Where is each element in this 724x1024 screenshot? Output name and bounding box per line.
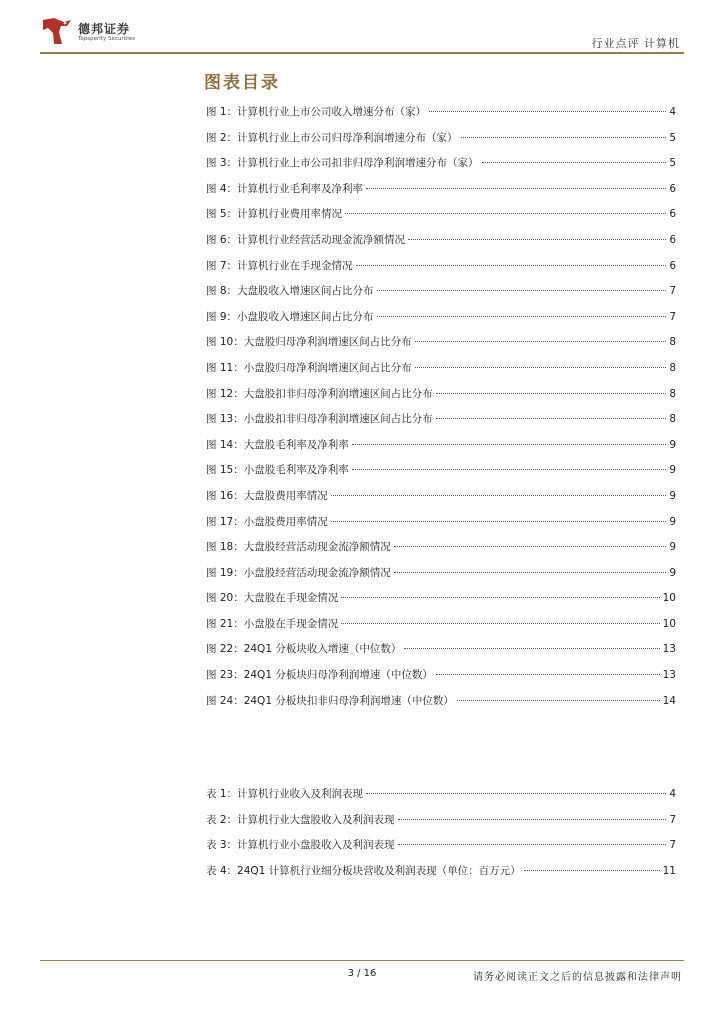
toc-figure-entry[interactable] (206, 641, 676, 667)
toc-figure-entry[interactable] (206, 437, 676, 463)
toc-figure-entry[interactable] (206, 514, 676, 540)
toc-table-entry-label: 表 2：计算机行业大盘股收入及利润表现 (206, 813, 395, 826)
toc-table-entry[interactable] (206, 786, 676, 812)
toc-table-entry[interactable] (206, 812, 676, 838)
toc-figure-entry-label: 图 2：计算机行业上市公司归母净利润增速分布（家） (206, 131, 458, 144)
table-list (206, 786, 676, 888)
toc-figure-entry-label: 图 14：大盘股毛利率及净利率 (206, 438, 349, 451)
toc-table-entry-page: 4 (669, 788, 676, 800)
dot-leader (482, 162, 667, 163)
dot-leader (429, 111, 666, 112)
toc-figure-entry[interactable] (206, 693, 676, 719)
toc-figure-entry[interactable] (206, 206, 676, 232)
toc-figure-entry-label: 图 21：小盘股在手现金情况 (206, 617, 339, 630)
toc-figure-entry[interactable] (206, 462, 676, 488)
dot-leader (377, 316, 667, 317)
toc-figure-entry-label: 图 17：小盘股费用率情况 (206, 515, 328, 528)
dot-leader (394, 546, 667, 547)
toc-figure-entry-page: 6 (669, 208, 676, 221)
toc-figure-entry-label: 图 22：24Q1 分板块收入增速（中位数） (206, 643, 402, 656)
dot-leader (331, 521, 667, 522)
toc-figure-entry[interactable] (206, 181, 676, 207)
toc-figure-entry[interactable] (206, 155, 676, 181)
toc-figure-entry[interactable] (206, 616, 676, 642)
dot-leader (352, 444, 667, 445)
header-divider (40, 52, 684, 54)
toc-figure-entry[interactable] (206, 130, 676, 156)
toc-figure-entry-label: 图 3：计算机行业上市公司扣非归母净利润增速分布（家） (206, 157, 479, 170)
logo-english-name: Topsperity Securities (78, 36, 136, 42)
dot-leader (345, 213, 666, 214)
toc-figure-entry-page: 9 (669, 464, 676, 477)
toc-figure-entry-label: 图 4：计算机行业毛利率及净利率 (206, 182, 364, 195)
toc-figure-entry-label: 图 6：计算机行业经营活动现金流净额情况 (206, 233, 406, 246)
dot-leader (394, 572, 667, 573)
toc-figure-entry[interactable] (206, 565, 676, 591)
dot-leader (352, 469, 667, 470)
dot-leader (404, 648, 659, 649)
toc-figure-entry-page: 7 (669, 310, 676, 323)
toc-title: 图表目录 (204, 73, 280, 93)
toc-figure-entry-label: 图 13：小盘股扣非归母净利润增速区间占比分布 (206, 413, 433, 426)
disclaimer-note: 请务必阅读正文之后的信息披露和法律声明 (473, 972, 682, 983)
toc-figure-entry[interactable] (206, 232, 676, 258)
toc-figure-entry-label: 图 20：大盘股在手现金情况 (206, 592, 339, 605)
toc-figure-entry-label: 图 1：计算机行业上市公司收入增速分布（家） (206, 106, 427, 118)
toc-figure-entry[interactable] (206, 360, 676, 386)
toc-figure-entry-page: 13 (662, 643, 676, 656)
report-category: 行业点评 计算机 (591, 37, 680, 50)
toc-figure-entry-page: 9 (669, 489, 676, 502)
toc-figure-entry-page: 7 (669, 285, 676, 298)
dot-leader (377, 290, 667, 291)
dot-leader (356, 265, 667, 266)
toc-figure-entry-label: 图 9：小盘股收入增速区间占比分布 (206, 310, 374, 323)
dot-leader (457, 700, 660, 701)
dot-leader (461, 137, 667, 138)
toc-table-entry-label: 表 1：计算机行业收入及利润表现 (206, 788, 364, 800)
toc-figure-entry[interactable] (206, 283, 676, 309)
toc-figure-entry-page: 9 (669, 515, 676, 528)
toc-figure-entry[interactable] (206, 539, 676, 565)
dot-leader (366, 188, 666, 189)
toc-figure-entry-label: 图 24：24Q1 分板块扣非归母净利润增速（中位数） (206, 694, 454, 707)
toc-figure-entry-label: 图 11：小盘股归母净利润增速区间占比分布 (206, 361, 412, 374)
toc-figure-entry[interactable] (206, 386, 676, 412)
toc-figure-entry-page: 9 (669, 438, 676, 451)
dot-leader (341, 623, 659, 624)
toc-table-entry[interactable] (206, 863, 676, 889)
toc-figure-entry-page: 10 (662, 617, 676, 630)
toc-figure-entry-label: 图 12：大盘股扣非归母净利润增速区间占比分布 (206, 387, 433, 400)
toc-figure-entry[interactable] (206, 258, 676, 284)
toc-figure-entry-label: 图 16：大盘股费用率情况 (206, 489, 328, 502)
figure-list (206, 104, 676, 718)
toc-table-entry-label: 表 4：24Q1 计算机行业细分板块营收及利润表现（单位：百万元） (206, 864, 521, 877)
toc-figure-entry-page: 8 (669, 361, 676, 374)
dot-leader (398, 844, 667, 845)
toc-figure-entry-page: 14 (662, 694, 676, 707)
toc-figure-entry[interactable] (206, 667, 676, 693)
dot-leader (436, 674, 660, 675)
toc-table-entry-page: 7 (669, 813, 676, 826)
toc-figure-entry-label: 图 8：大盘股收入增速区间占比分布 (206, 285, 374, 298)
toc-figure-entry-label: 图 18：大盘股经营活动现金流净额情况 (206, 541, 391, 554)
toc-figure-entry-label: 图 19：小盘股经营活动现金流净额情况 (206, 566, 391, 579)
dot-leader (436, 418, 667, 419)
toc-figure-entry-page: 6 (669, 182, 676, 195)
toc-figure-entry[interactable] (206, 309, 676, 335)
logo-chinese-name: 德邦证券 (78, 22, 131, 36)
dot-leader (415, 367, 667, 368)
toc-figure-entry-label: 图 7：计算机行业在手现金情况 (206, 259, 353, 272)
toc-table-entry[interactable] (206, 837, 676, 863)
toc-figure-entry-page: 6 (669, 233, 676, 246)
toc-figure-entry-page: 8 (669, 387, 676, 400)
eagle-logo-icon (40, 14, 74, 48)
dot-leader (331, 495, 667, 496)
toc-figure-entry-page: 4 (669, 106, 676, 118)
toc-figure-entry[interactable] (206, 104, 676, 130)
toc-figure-entry-page: 6 (669, 259, 676, 272)
toc-table-entry-page: 7 (669, 839, 676, 852)
dot-leader (436, 393, 667, 394)
company-logo (40, 14, 150, 50)
toc-figure-entry-label: 图 23：24Q1 分板块归母净利润增速（中位数） (206, 669, 433, 682)
dot-leader (341, 597, 659, 598)
toc-figure-entry-page: 8 (669, 336, 676, 349)
toc-figure-entry-page: 13 (662, 669, 676, 682)
toc-figure-entry-label: 图 5：计算机行业费用率情况 (206, 208, 343, 221)
dot-leader (415, 341, 667, 342)
toc-figure-entry-label: 图 10：大盘股归母净利润增速区间占比分布 (206, 336, 412, 349)
dot-leader (366, 793, 666, 794)
toc-figure-entry[interactable] (206, 334, 676, 360)
toc-figure-entry[interactable] (206, 488, 676, 514)
toc-figure-entry-page: 10 (662, 592, 676, 605)
toc-table-entry-page: 11 (662, 864, 676, 877)
dot-leader (398, 819, 667, 820)
toc-figure-entry[interactable] (206, 411, 676, 437)
toc-figure-entry-page: 9 (669, 541, 676, 554)
toc-figure-entry-page: 5 (669, 157, 676, 170)
toc-figure-entry-page: 5 (669, 131, 676, 144)
footer-divider (40, 960, 684, 961)
page-number: 3 / 16 (347, 968, 377, 979)
toc-table-entry-label: 表 3：计算机行业小盘股收入及利润表现 (206, 839, 395, 852)
toc-figure-entry-label: 图 15：小盘股毛利率及净利率 (206, 464, 349, 477)
toc-figure-entry-page: 9 (669, 566, 676, 579)
dot-leader (408, 239, 666, 240)
dot-leader (524, 870, 660, 871)
toc-figure-entry-page: 8 (669, 413, 676, 426)
toc-figure-entry[interactable] (206, 590, 676, 616)
